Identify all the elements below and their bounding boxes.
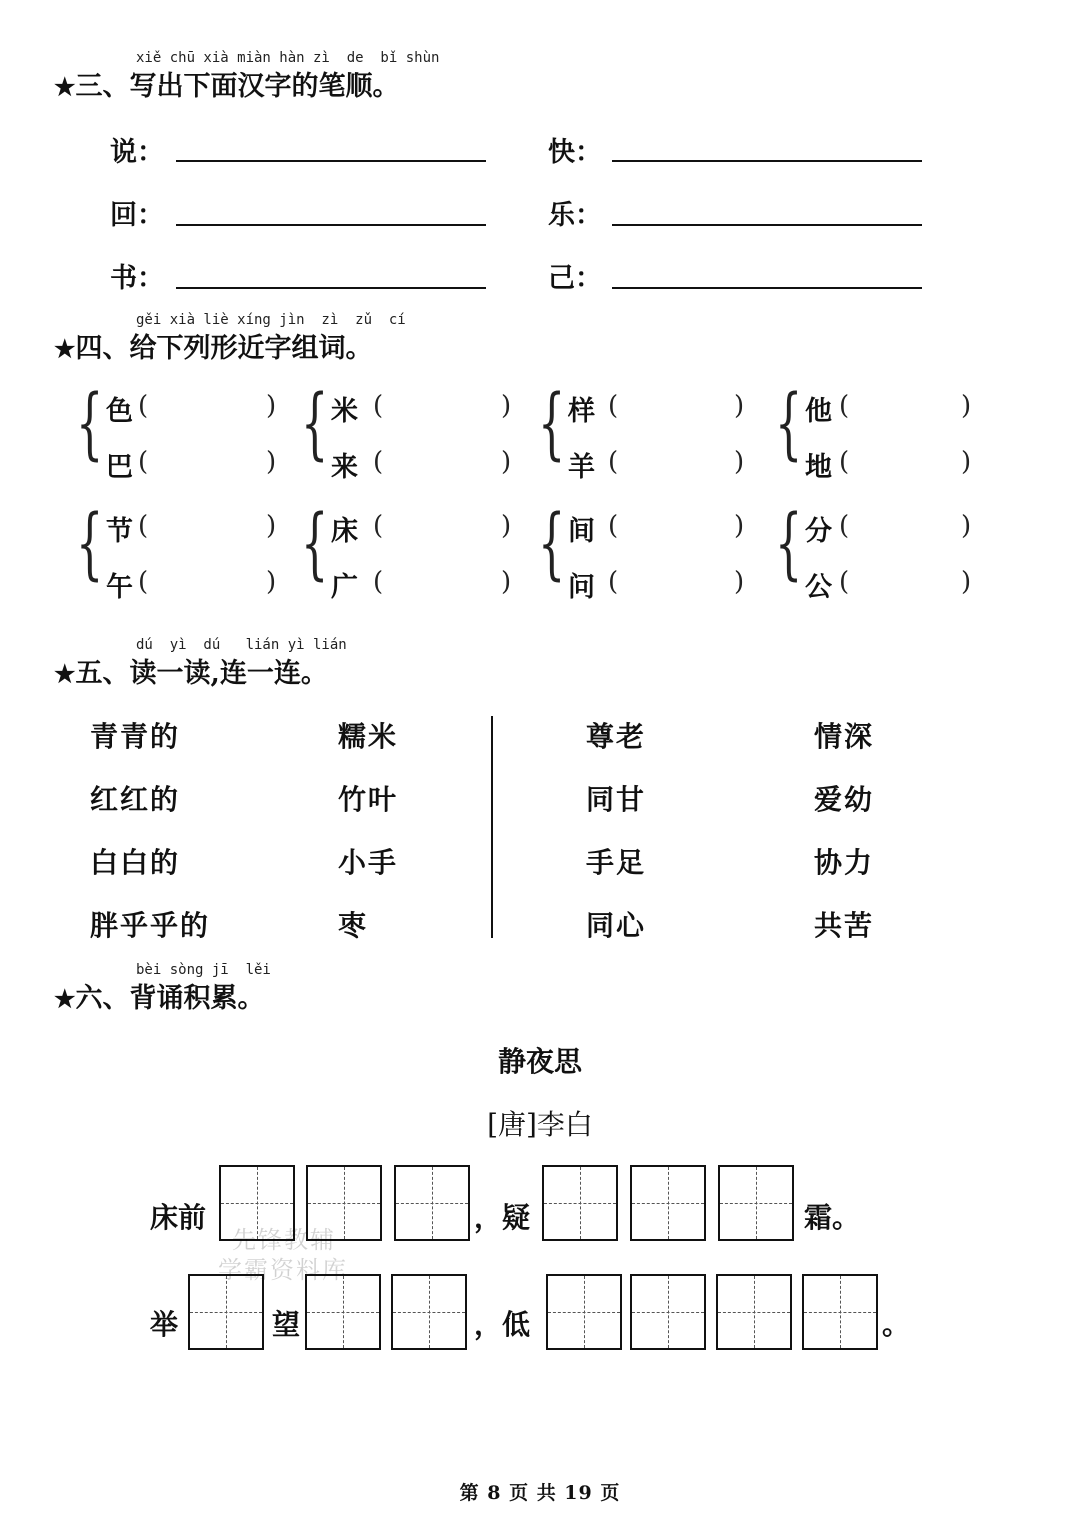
group-char-bottom: 广 [331,572,358,603]
answer-line[interactable] [612,287,922,289]
section5-pinyin: dú yì dú lián yì lián [136,637,347,653]
close-paren: ) [961,447,972,477]
answer-line[interactable] [176,287,486,289]
close-paren: ) [961,511,972,541]
group-char-bottom: 午 [106,572,133,603]
match-left-item[interactable]: 白白的 [90,846,181,879]
open-paren: ( [839,391,850,421]
brace: { [538,379,566,469]
group-char-top: 间 [568,516,595,547]
open-paren: ( [839,511,850,541]
section4-title [54,326,373,365]
match-right-item[interactable]: 协力 [814,846,875,879]
stroke-char-hui: 回： [110,200,164,231]
close-paren: ) [266,391,277,421]
group-char-bottom: 公 [805,572,832,603]
match-right-item[interactable]: 小手 [338,846,399,879]
watermark: 先锋教辅 [232,1226,336,1254]
open-paren: ( [138,567,149,597]
poem-title: 静夜思 [497,1045,582,1078]
group-char-top: 床 [331,516,358,547]
group-char-top: 色 [106,396,133,427]
poem-line2-end: 。 [882,1308,911,1341]
match-right-item[interactable]: 糯米 [338,720,399,753]
stroke-char-kuai: 快： [548,137,602,168]
tian-grid-box[interactable] [188,1274,264,1350]
brace: { [76,379,104,469]
stroke-char-le: 乐： [548,200,602,231]
match-left-item[interactable]: 手足 [586,846,647,879]
open-paren: ( [373,447,384,477]
match-left-item[interactable]: 红红的 [90,783,181,816]
brace: { [301,499,329,589]
close-paren: ) [501,511,512,541]
open-paren: ( [138,447,149,477]
match-left-item[interactable]: 胖乎乎的 [90,909,211,942]
group-char-bottom: 巴 [106,452,133,483]
match-left-item[interactable]: 尊老 [586,720,647,753]
word-group [538,499,758,605]
word-group [775,499,990,605]
tian-grid-box[interactable] [630,1165,706,1241]
stroke-char-ji: 己： [548,263,602,294]
tian-grid-box[interactable] [542,1165,618,1241]
poem-line1-mid: ，疑 [474,1201,531,1234]
brace: { [775,499,803,589]
star-icon: ★ [54,334,76,363]
close-paren: ) [266,567,277,597]
match-left-item[interactable]: 同心 [586,909,647,942]
answer-line[interactable] [612,224,922,226]
group-char-top: 他 [805,396,832,427]
open-paren: ( [138,511,149,541]
poem-line2-mid1: 望 [272,1308,301,1341]
answer-line[interactable] [176,224,486,226]
open-paren: ( [373,391,384,421]
word-group [76,499,286,605]
match-left-item[interactable]: 同甘 [586,783,647,816]
match-right-item[interactable]: 共苦 [814,909,875,942]
brace: { [538,499,566,589]
group-char-bottom: 地 [805,452,832,483]
star-icon: ★ [54,659,76,688]
section6-title [54,976,265,1015]
tian-grid-box[interactable] [305,1274,381,1350]
group-char-bottom: 羊 [568,452,595,483]
close-paren: ) [501,567,512,597]
star-icon: ★ [54,72,76,101]
brace: { [775,379,803,469]
word-group [301,379,521,485]
section4-pinyin: gěi xià liè xíng jìn zì zǔ cí [136,312,406,328]
group-char-top: 节 [106,516,133,547]
group-char-bottom: 来 [331,452,358,483]
open-paren: ( [608,447,619,477]
group-char-top: 样 [568,396,595,427]
tian-grid-box[interactable] [546,1274,622,1350]
tian-grid-box[interactable] [802,1274,878,1350]
stroke-char-shuo: 说： [110,137,164,168]
section3-pinyin: xiě chū xià miàn hàn zì de bǐ shùn [136,50,440,66]
open-paren: ( [839,567,850,597]
open-paren: ( [373,511,384,541]
close-paren: ) [501,391,512,421]
close-paren: ) [266,447,277,477]
answer-line[interactable] [176,160,486,162]
section5-heading: 五、读一读,连一连。 [75,658,328,689]
close-paren: ) [266,511,277,541]
column-divider [491,716,493,938]
close-paren: ) [961,567,972,597]
page-footer: 第 8 页 共 19 页 [459,1482,621,1504]
close-paren: ) [734,447,745,477]
star-icon: ★ [54,984,76,1013]
tian-grid-box[interactable] [630,1274,706,1350]
word-group [76,379,286,485]
tian-grid-box[interactable] [394,1165,470,1241]
section3-title [54,64,400,103]
close-paren: ) [501,447,512,477]
brace: { [301,379,329,469]
section3-heading: 三、写出下面汉字的笔顺。 [75,71,400,102]
word-group [775,379,990,485]
open-paren: ( [138,391,149,421]
watermark: 学霸资料库 [218,1256,348,1284]
poem-author: [唐]李白 [487,1108,593,1141]
group-char-top: 分 [805,516,832,547]
group-char-top: 米 [331,396,358,427]
section6-heading: 六、背诵积累。 [75,983,265,1014]
tian-grid-box[interactable] [391,1274,467,1350]
open-paren: ( [608,567,619,597]
match-right-item[interactable]: 爱幼 [814,783,875,816]
poem-line1-end: 霜。 [804,1201,861,1234]
answer-line[interactable] [612,160,922,162]
word-group [301,499,521,605]
close-paren: ) [734,391,745,421]
match-right-item[interactable]: 竹叶 [338,783,399,816]
open-paren: ( [608,391,619,421]
match-left-item[interactable]: 青青的 [90,720,181,753]
brace: { [76,499,104,589]
close-paren: ) [734,511,745,541]
close-paren: ) [961,391,972,421]
group-char-bottom: 问 [568,572,595,603]
section6-pinyin: bèi sòng jī lěi [136,962,271,978]
tian-grid-box[interactable] [718,1165,794,1241]
word-group [538,379,758,485]
tian-grid-box[interactable] [716,1274,792,1350]
poem-line2-mid2: ，低 [474,1308,531,1341]
section4-heading: 四、给下列形近字组词。 [75,333,373,364]
match-right-item[interactable]: 枣 [338,909,369,942]
section5-title [54,651,328,690]
poem-line2-prefix: 举 [150,1308,179,1341]
poem-line1-prefix: 床前 [150,1201,207,1234]
open-paren: ( [608,511,619,541]
open-paren: ( [373,567,384,597]
open-paren: ( [839,447,850,477]
stroke-char-shu: 书： [110,263,164,294]
match-right-item[interactable]: 情深 [814,720,875,753]
close-paren: ) [734,567,745,597]
